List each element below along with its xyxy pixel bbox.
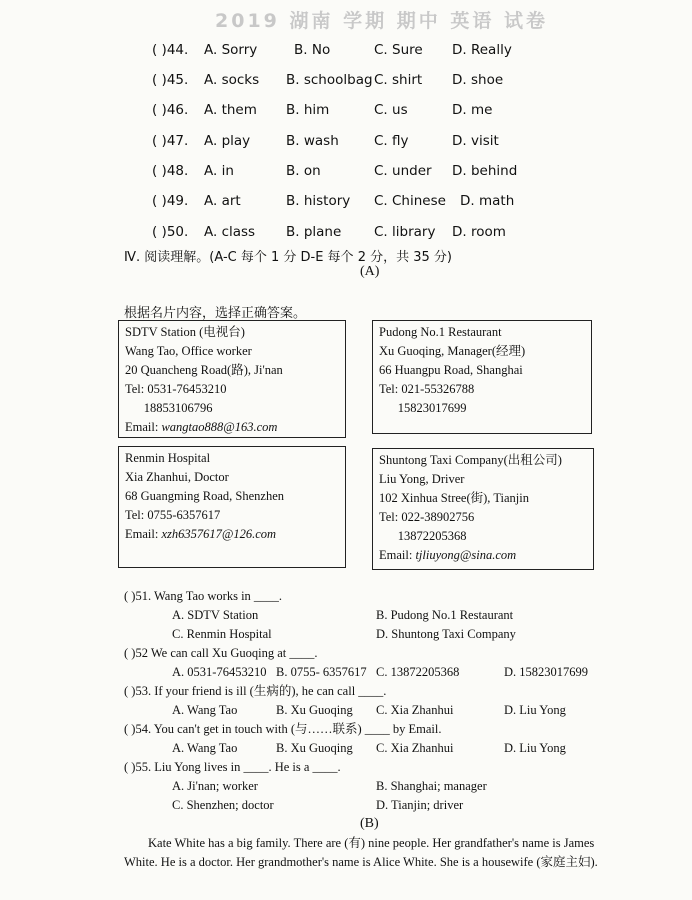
reading-passage-b: Kate White has a big family. There are (有) nine people. Her grandfather's name is James White. He is a doctor. Her grandmother's name is Alice White. She is a housewife (家庭主妇). [124,836,598,869]
email-value: tjliuyong@sina.com [415,548,517,562]
q53-option-c: C. Xia Zhanhui [376,703,454,717]
option-d: D. room [452,224,506,240]
option-c: C. us [374,102,408,118]
q54-option-b: B. Xu Guoqing [276,741,353,755]
option-a: A. art [204,193,241,209]
card-line: Tel: 022-38902756 [379,510,475,524]
option-b: B. No [294,42,331,58]
option-c: C. library [374,224,436,240]
question-55-stem: ( )55. Liu Yong lives in ____. He is a ____. [124,760,341,774]
email-value: xzh6357617@126.com [161,527,277,541]
card-line: Shuntong Taxi Company(出租公司) [379,453,562,467]
q53-option-d: D. Liu Yong [504,703,566,717]
option-b: B. plane [286,224,342,240]
card-line: Xia Zhanhui, Doctor [125,470,229,484]
card-line: 15823017699 [379,401,467,415]
option-b: B. history [286,193,351,209]
q55-option-a: A. Ji'nan; worker [172,779,258,793]
option-c: C. shirt [374,72,423,88]
option-a: A. Sorry [204,42,258,58]
card-line: Tel: 021-55326788 [379,382,475,396]
option-b: B. wash [286,133,339,149]
q52-option-d: D. 15823017699 [504,665,589,679]
page-header: 2019 湖南 学期 期中 英语 试卷 [215,10,548,32]
question-number: ( )49. [152,193,189,209]
card-line: 18853106796 [125,401,213,415]
question-number: ( )44. [152,42,189,58]
question-53-stem: ( )53. If your friend is ill (生病的), he can call ____. [124,684,387,698]
q54-option-c: C. Xia Zhanhui [376,741,454,755]
option-d: D. me [452,102,493,118]
option-c: C. under [374,163,432,179]
q55-option-b: B. Shanghai; manager [376,779,487,793]
business-card-taxi [372,448,594,570]
card-line: Xu Guoqing, Manager(经理) [379,344,526,358]
option-b: B. on [286,163,321,179]
card-line: 20 Quancheng Road(路), Ji'nan [125,363,283,377]
q55-option-c: C. Shenzhen; doctor [172,798,274,812]
q54-option-a: A. Wang Tao [172,741,238,755]
question-number: ( )46. [152,102,189,118]
option-a: A. class [204,224,256,240]
card-line: SDTV Station (电视台) [125,325,245,339]
card-line: 66 Huangpu Road, Shanghai [379,363,523,377]
email-label: Email: [125,420,162,434]
q54-option-d: D. Liu Yong [504,741,566,755]
card-email [125,525,339,544]
question-number: ( )48. [152,163,189,179]
business-card-pudong [372,320,592,434]
email-value: wangtao888@163.com [161,420,278,434]
business-card-sdtv [118,320,346,438]
card-line: 13872205368 [379,529,467,543]
card-email [125,418,339,437]
question-number: ( )47. [152,133,189,149]
option-c: C. Sure [374,42,423,58]
q51-option-b: B. Pudong No.1 Restaurant [376,608,514,622]
question-number: ( )45. [152,72,189,88]
option-d: D. visit [452,133,499,149]
business-card-hospital [118,446,346,568]
option-b: B. him [286,102,330,118]
option-a: A. play [204,133,251,149]
card-line: Wang Tao, Office worker [125,344,252,358]
q53-option-a: A. Wang Tao [172,703,238,717]
q52-option-c: C. 13872205368 [376,665,460,679]
card-line: Pudong No.1 Restaurant [379,325,502,339]
subsection-a-label: (A) [360,264,380,279]
card-line: Tel: 0531-76453210 [125,382,227,396]
option-d: D. shoe [452,72,504,88]
q51-option-a: A. SDTV Station [172,608,259,622]
q55-option-d: D. Tianjin; driver [376,798,464,812]
card-line: Renmin Hospital [125,451,211,465]
q51-option-c: C. Renmin Hospital [172,627,272,641]
option-b: B. schoolbag [286,72,373,88]
q53-option-b: B. Xu Guoqing [276,703,353,717]
card-line: 68 Guangming Road, Shenzhen [125,489,285,503]
option-d: D. behind [452,163,518,179]
card-line: Liu Yong, Driver [379,472,465,486]
option-a: A. in [204,163,234,179]
email-label: Email: [125,527,162,541]
q52-option-a: A. 0531-76453210 [172,665,267,679]
card-line: 102 Xinhua Stree(街), Tianjin [379,491,529,505]
option-a: A. them [204,102,257,118]
card-line: Tel: 0755-6357617 [125,508,221,522]
q52-option-b: B. 0755- 6357617 [276,665,367,679]
question-51-stem: ( )51. Wang Tao works in ____. [124,589,283,603]
subsection-b-label: (B) [360,816,379,831]
q51-option-d: D. Shuntong Taxi Company [376,627,516,641]
instruction-text: 根据名片内容，选择正确答案。 [124,306,307,321]
email-label: Email: [379,548,416,562]
section-iv-title: Ⅳ. 阅读理解。(A-C 每个 1 分 D-E 每个 2 分，共 35 分) [124,250,452,265]
question-54-stem: ( )54. You can't get in touch with (与……联系) ____ by Email. [124,722,442,736]
option-c: C. fly [374,133,409,149]
option-d: D. math [460,193,515,209]
option-c: C. Chinese [374,193,446,209]
option-a: A. socks [204,72,260,88]
card-email [379,546,587,565]
option-d: D. Really [452,42,512,58]
question-number: ( )50. [152,224,189,240]
question-52-stem: ( )52 We can call Xu Guoqing at ____. [124,646,318,660]
